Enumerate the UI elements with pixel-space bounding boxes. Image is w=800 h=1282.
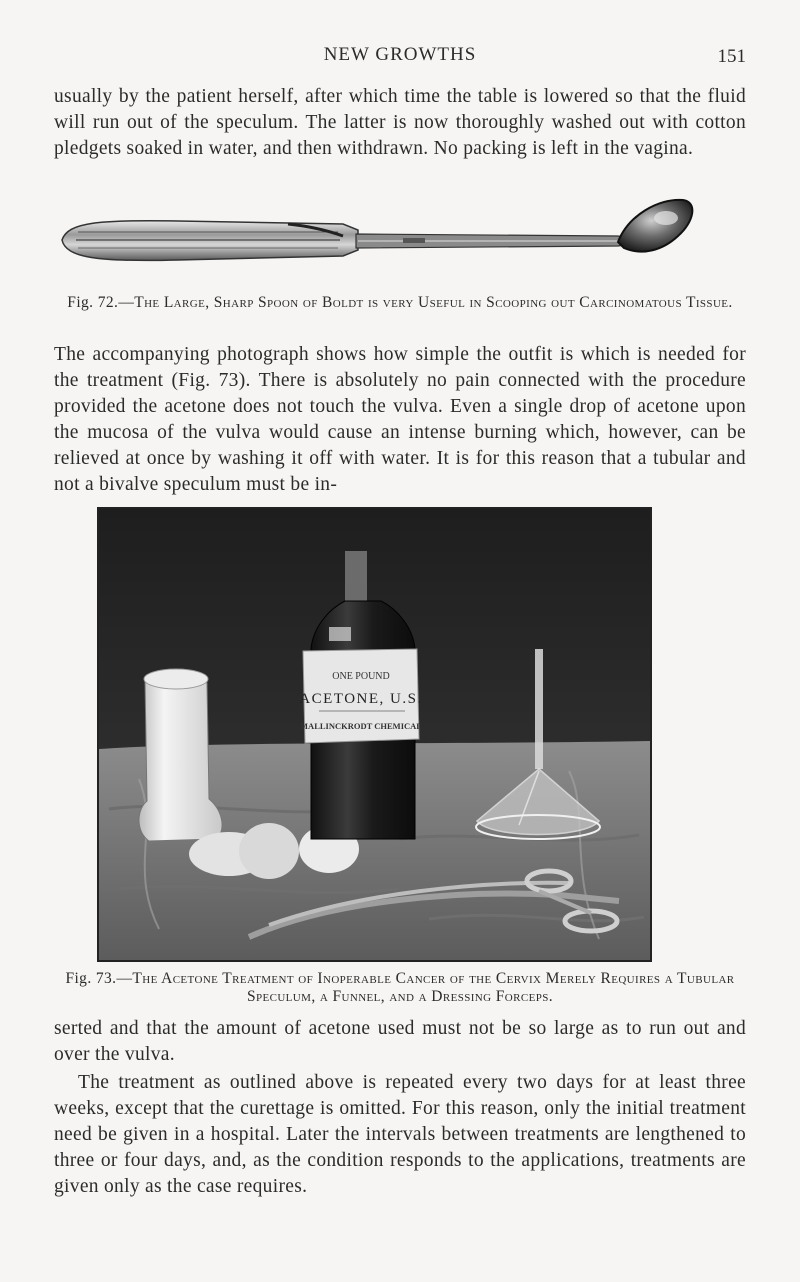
paragraph-2: The accompanying photograph shows how simple the outfit is which is needed for the treatment (Fig. 73). There is absolutely no pain connected with the procedure provided the acetone does not touch the vulva. Even a single drop of acetone upon the mucosa of the vulva would cause an intense burning which, however, can be relieved at once by washing it off with water. It is for this reason that a tubular and not a bivalve speculum must be in- xyxy=(54,344,746,495)
paragraph-1: usually by the patient herself, after which time the table is lowered so that the fluid will run out of the speculum. The latter is now thoroughly washed out with cotton pledgets soaked in water, and then withdrawn. No packing is left in the vagina. xyxy=(54,86,746,159)
fig72-caption xyxy=(54,294,746,312)
bottle-label-line1: ONE POUND xyxy=(332,671,390,682)
boldt-spoon-illustration xyxy=(58,196,698,276)
fig72-caption-text: —The Large, Sharp Spoon of Boldt is very Useful in Scooping out Carcinomatous Tissue. xyxy=(118,294,733,311)
bottle-label-line3: MALLINCKRODT CHEMICAL xyxy=(300,721,422,731)
fig73-caption xyxy=(54,970,746,1006)
running-head: NEW GROWTHS xyxy=(323,44,477,65)
paragraph-3: serted and that the amount of acetone used must not be so large as to run out and over the vulva. xyxy=(54,1018,746,1065)
acetone-outfit-photograph xyxy=(97,507,652,962)
fig73-label: Fig. 73. xyxy=(65,970,117,987)
page-header xyxy=(0,44,800,74)
page-number: 151 xyxy=(717,46,746,67)
bottle-label-line2: ACETONE, U.S. xyxy=(299,691,423,707)
paragraph-4: The treatment as outlined above is repeated every two days for at least three weeks, except that the curettage is omitted. For this reason, only the initial treatment need be given in a hospital. Later the intervals between treatments are lengthened to three or four days, and, as the condition responds to the applications, treatments are given only as the case requires. xyxy=(54,1072,746,1197)
fig72-label: Fig. 72. xyxy=(67,294,119,311)
fig73-caption-text: —The Acetone Treatment of Inoperable Cancer of the Cervix Merely Requires a Tubular Speculum, a Funnel, and a Dressing Forceps. xyxy=(116,970,735,1005)
